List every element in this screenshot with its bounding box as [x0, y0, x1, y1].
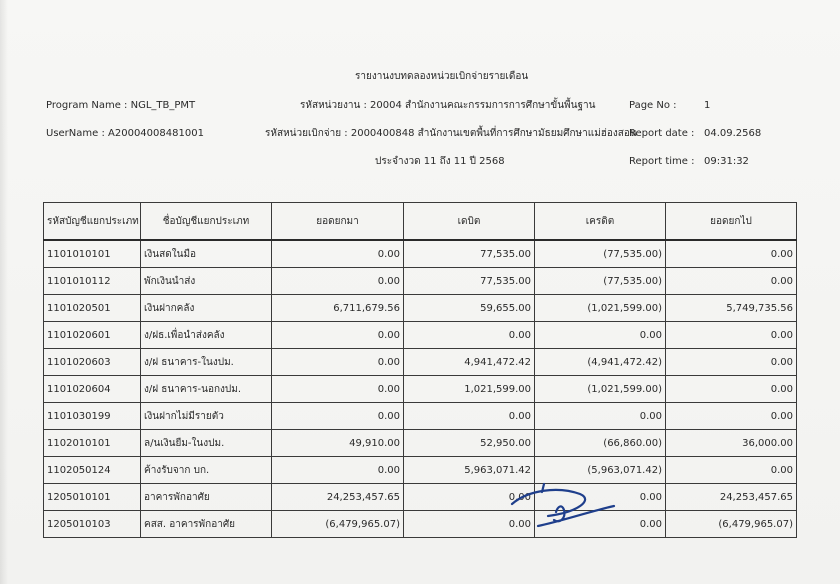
- disbursing-unit: รหัสหน่วยเบิกจ่าย : 2000400848 สำนักงานเขตพื้นที่การศึกษามัธยมศึกษาแม่ฮ่องสอน: [265, 128, 637, 139]
- report-period: ประจำงวด 11 ถึง 11 ปี 2568: [375, 156, 505, 167]
- col-credit: เครดิต: [535, 203, 666, 241]
- account-code-cell: 1205010103: [44, 511, 141, 538]
- col-opening-balance: ยอดยกมา: [272, 203, 404, 241]
- account-name-cell: เงินฝากคลัง: [141, 295, 272, 322]
- closing-balance-cell: 5,749,735.56: [666, 295, 797, 322]
- account-code-cell: 1101010112: [44, 268, 141, 295]
- table-header-row: [44, 203, 797, 241]
- account-code-cell: 1102050124: [44, 457, 141, 484]
- table-row: [44, 511, 797, 538]
- account-name-cell: ง/ฝธ.เพื่อนำส่งคลัง: [141, 322, 272, 349]
- opening-balance-cell: 0.00: [272, 376, 404, 403]
- account-name-cell: ง/ฝ ธนาคาร-นอกงปม.: [141, 376, 272, 403]
- closing-balance-cell: (6,479,965.07): [666, 511, 797, 538]
- account-code-cell: 1102010101: [44, 430, 141, 457]
- table-row: [44, 376, 797, 403]
- credit-cell: (1,021,599.00): [535, 376, 666, 403]
- account-code-cell: 1101020501: [44, 295, 141, 322]
- table-row: [44, 430, 797, 457]
- closing-balance-cell: 0.00: [666, 240, 797, 268]
- col-debit: เดบิต: [404, 203, 535, 241]
- credit-cell: (66,860.00): [535, 430, 666, 457]
- debit-cell: 77,535.00: [404, 268, 535, 295]
- table-row: [44, 349, 797, 376]
- account-name-cell: คสส. อาคารพักอาศัย: [141, 511, 272, 538]
- table-row: [44, 295, 797, 322]
- table-row: [44, 484, 797, 511]
- debit-cell: 59,655.00: [404, 295, 535, 322]
- closing-balance-cell: 36,000.00: [666, 430, 797, 457]
- opening-balance-cell: 6,711,679.56: [272, 295, 404, 322]
- closing-balance-cell: 0.00: [666, 322, 797, 349]
- table-row: [44, 240, 797, 268]
- opening-balance-cell: 0.00: [272, 268, 404, 295]
- credit-cell: (77,535.00): [535, 268, 666, 295]
- agency-code: รหัสหน่วยงาน : 20004 สำนักงานคณะกรรมการการศึกษาขั้นพื้นฐาน: [300, 100, 596, 111]
- signature-mark: [508, 482, 618, 532]
- debit-cell: 52,950.00: [404, 430, 535, 457]
- account-name-cell: เงินสดในมือ: [141, 240, 272, 268]
- table-row: [44, 322, 797, 349]
- debit-cell: 77,535.00: [404, 240, 535, 268]
- credit-cell: (77,535.00): [535, 240, 666, 268]
- credit-cell: 0.00: [535, 511, 666, 538]
- closing-balance-cell: 24,253,457.65: [666, 484, 797, 511]
- page-no-label: Page No :: [629, 100, 677, 111]
- debit-cell: 5,963,071.42: [404, 457, 535, 484]
- page-no-value: 1: [704, 100, 711, 111]
- opening-balance-cell: 0.00: [272, 457, 404, 484]
- opening-balance-cell: (6,479,965.07): [272, 511, 404, 538]
- report-time-value: 09:31:32: [704, 156, 749, 167]
- account-name-cell: พักเงินนำส่ง: [141, 268, 272, 295]
- debit-cell: 1,021,599.00: [404, 376, 535, 403]
- report-date-label: Report date :: [629, 128, 695, 139]
- table-row: [44, 268, 797, 295]
- trial-balance-table: [43, 202, 797, 538]
- closing-balance-cell: 0.00: [666, 349, 797, 376]
- closing-balance-cell: 0.00: [666, 376, 797, 403]
- account-code-cell: 1101030199: [44, 403, 141, 430]
- credit-cell: (4,941,472.42): [535, 349, 666, 376]
- account-code-cell: 1101020603: [44, 349, 141, 376]
- closing-balance-cell: 0.00: [666, 268, 797, 295]
- account-name-cell: ล/นเงินยืม-ในงปม.: [141, 430, 272, 457]
- debit-cell: 4,941,472.42: [404, 349, 535, 376]
- opening-balance-cell: 0.00: [272, 322, 404, 349]
- account-name-cell: อาคารพักอาศัย: [141, 484, 272, 511]
- opening-balance-cell: 0.00: [272, 349, 404, 376]
- debit-cell: 0.00: [404, 403, 535, 430]
- col-closing-balance: ยอดยกไป: [666, 203, 797, 241]
- table-row: [44, 403, 797, 430]
- col-account-code: รหัสบัญชีแยกประเภท: [44, 203, 141, 241]
- opening-balance-cell: 49,910.00: [272, 430, 404, 457]
- credit-cell: 0.00: [535, 484, 666, 511]
- report-title: รายงานงบทดลองหน่วยเบิกจ่ายรายเดือน: [355, 71, 529, 82]
- scan-edge-shadow: [0, 0, 8, 584]
- opening-balance-cell: 24,253,457.65: [272, 484, 404, 511]
- debit-cell: 0.00: [404, 511, 535, 538]
- user-name: UserName : A20004008481001: [46, 128, 204, 139]
- table-row: [44, 457, 797, 484]
- account-name-cell: ง/ฝ ธนาคาร-ในงปม.: [141, 349, 272, 376]
- credit-cell: (5,963,071.42): [535, 457, 666, 484]
- account-name-cell: เงินฝากไม่มีรายตัว: [141, 403, 272, 430]
- report-date-value: 04.09.2568: [704, 128, 762, 139]
- opening-balance-cell: 0.00: [272, 240, 404, 268]
- account-code-cell: 1101020601: [44, 322, 141, 349]
- credit-cell: 0.00: [535, 403, 666, 430]
- program-name: Program Name : NGL_TB_PMT: [46, 100, 196, 111]
- opening-balance-cell: 0.00: [272, 403, 404, 430]
- credit-cell: 0.00: [535, 322, 666, 349]
- debit-cell: 0.00: [404, 484, 535, 511]
- report-time-label: Report time :: [629, 156, 695, 167]
- closing-balance-cell: 0.00: [666, 457, 797, 484]
- credit-cell: (1,021,599.00): [535, 295, 666, 322]
- account-code-cell: 1101010101: [44, 240, 141, 268]
- account-code-cell: 1205010101: [44, 484, 141, 511]
- col-account-name: ชื่อบัญชีแยกประเภท: [141, 203, 272, 241]
- account-name-cell: ค้างรับจาก บก.: [141, 457, 272, 484]
- account-code-cell: 1101020604: [44, 376, 141, 403]
- debit-cell: 0.00: [404, 322, 535, 349]
- closing-balance-cell: 0.00: [666, 403, 797, 430]
